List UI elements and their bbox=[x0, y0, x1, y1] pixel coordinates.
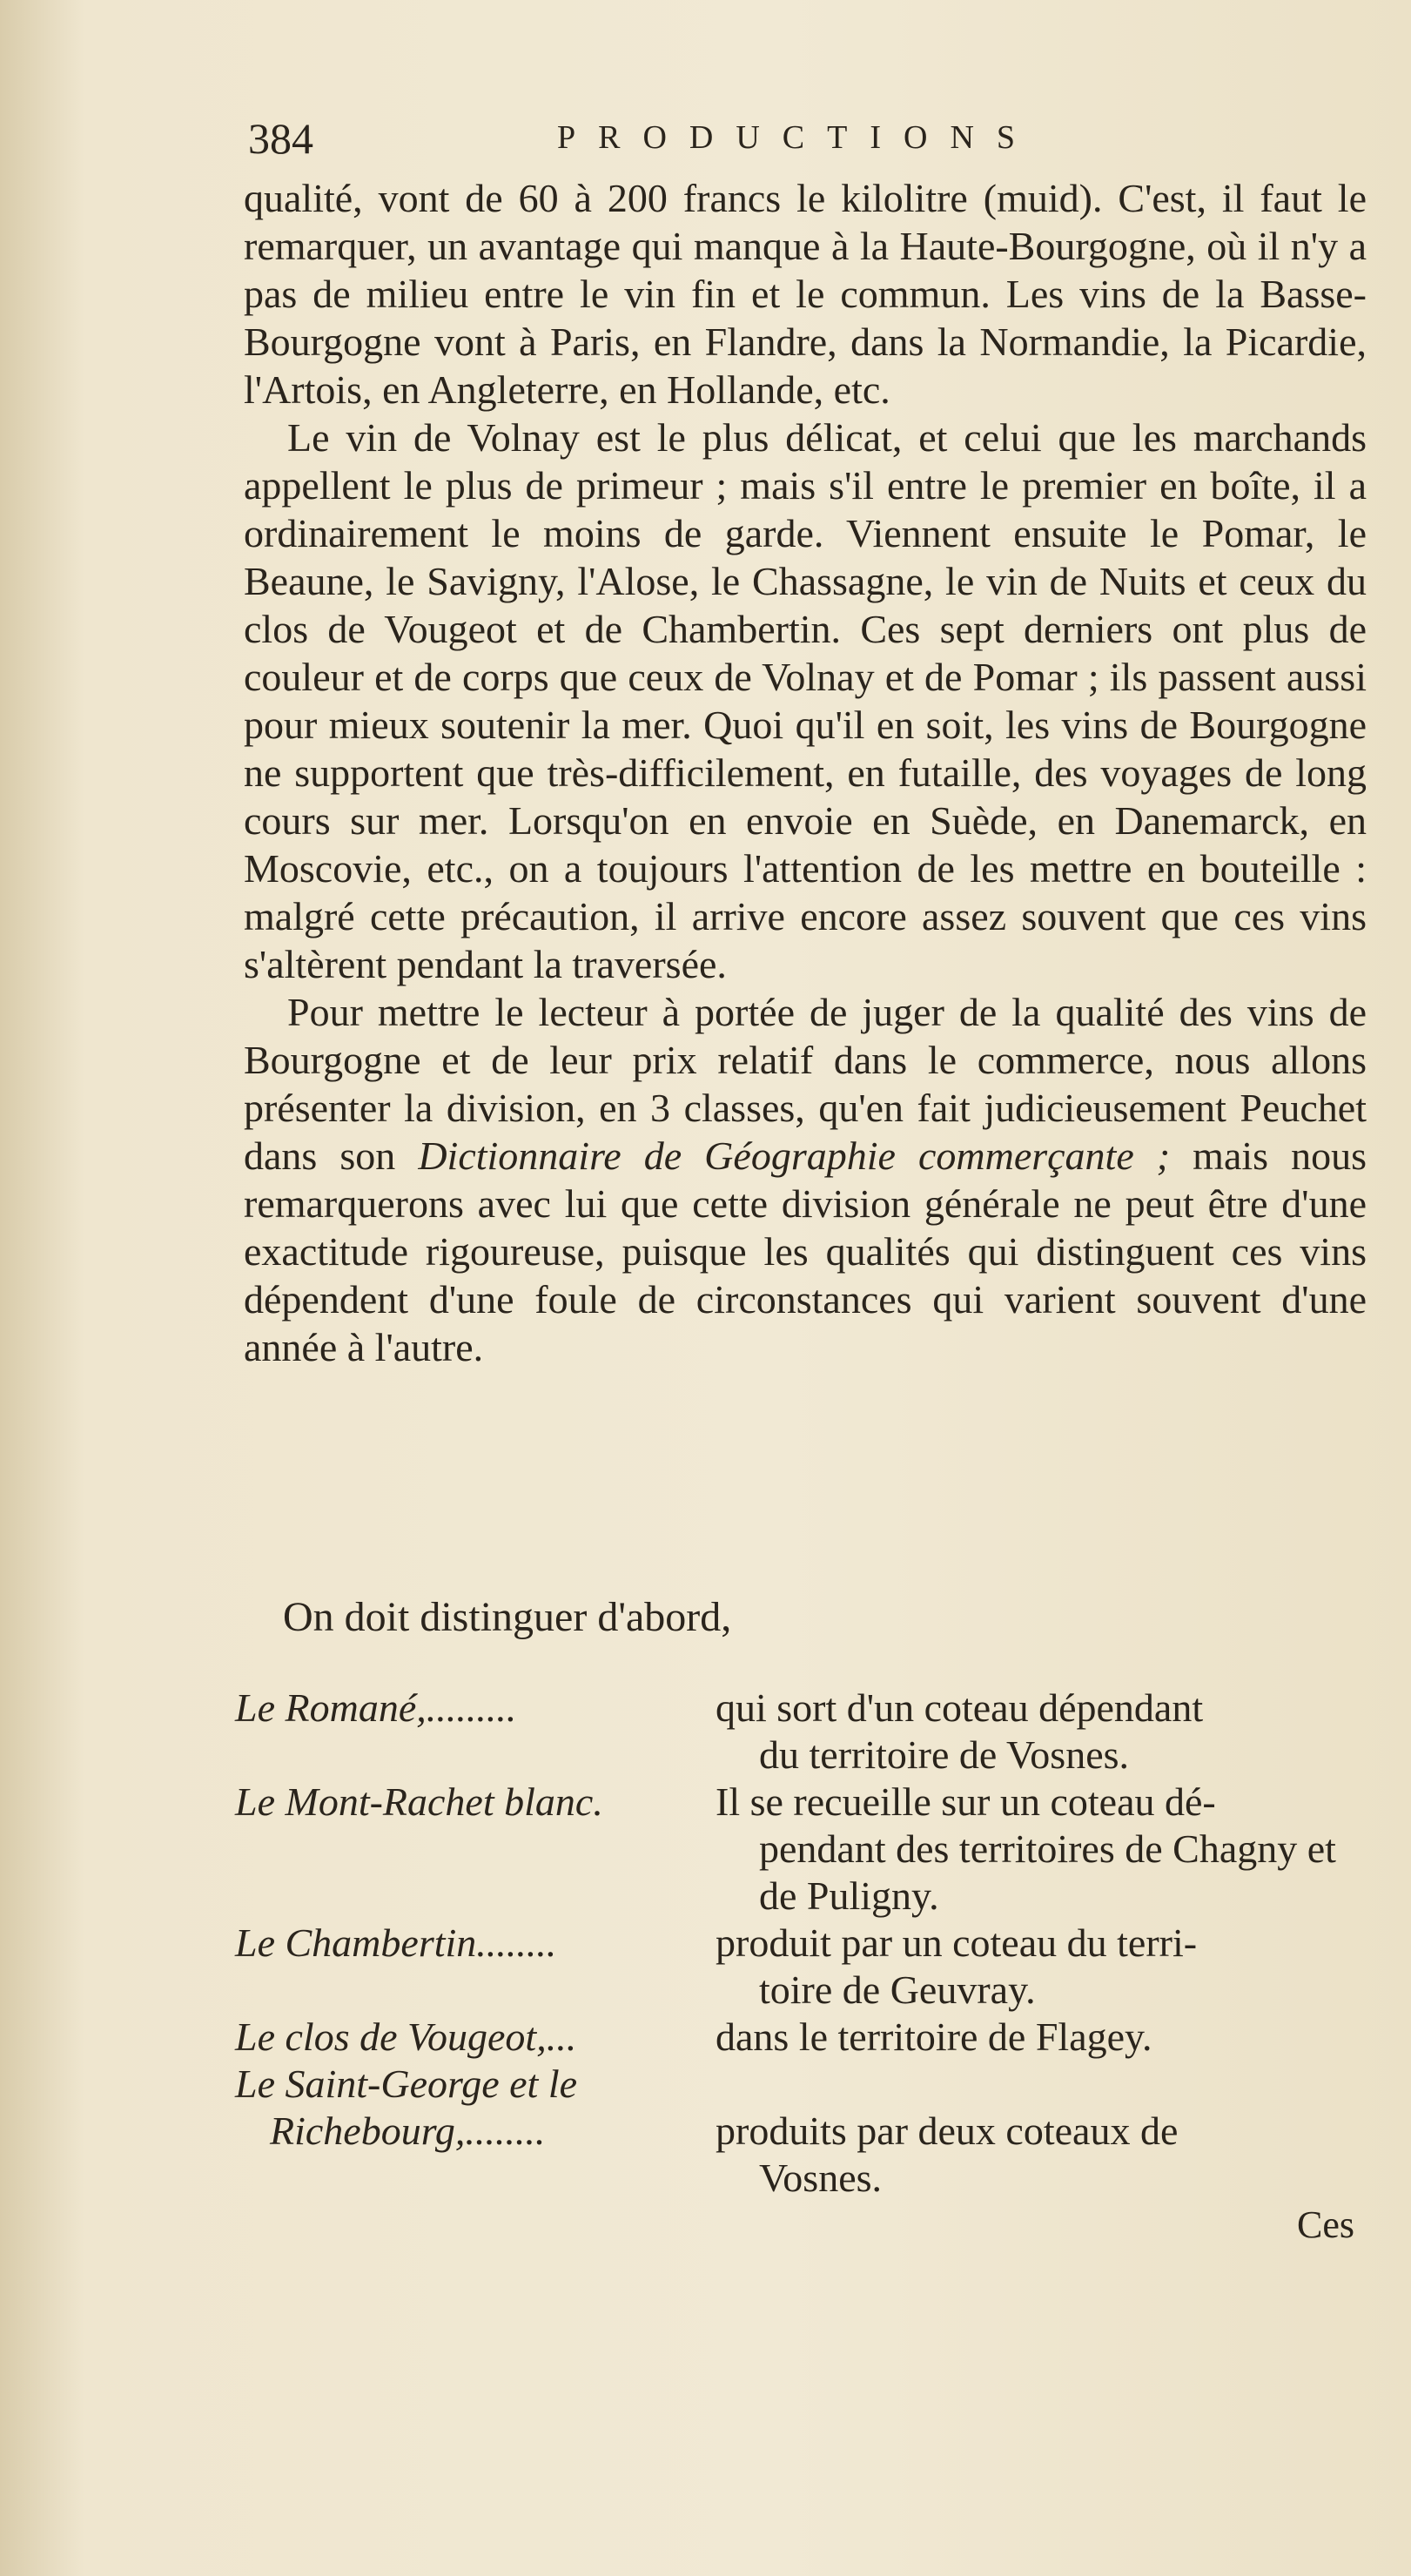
wine-description-line: produits par deux coteaux de bbox=[716, 2109, 1179, 2153]
running-head: PRODUCTIONS bbox=[557, 119, 1038, 156]
wine-name bbox=[235, 2061, 716, 2202]
wine-entry bbox=[235, 2014, 1367, 2061]
wine-list bbox=[235, 1685, 1367, 2202]
wine-description-continued: Vosnes. bbox=[759, 2156, 883, 2200]
paragraph-2: Le vin de Volnay est le plus délicat, et celui que les marchands appellent le plus de primeur ; mais s'il entre le premier en boîte, il a ordinairement le moins de garde. Viennent ensuite le Pomar, le Beaune, le Savigny, l'Alose, le Chassagne, le vin de Nuits et ceux du clos de Vougeot et de Chambertin. Ces sept derniers ont plus de couleur et de corps que ceux de Volnay et de Pomar ; ils passent aussi pour mieux soutenir la mer. Quoi qu'il en soit, les vins de Bourgogne ne supportent que très-difficilement, en futaille, des voyages de long cours sur mer. Lorsqu'on en envoie en Suède, en Danemarck, en Moscovie, etc., on a toujours l'attention de les mettre en bouteille : malgré cette précaution, il arrive encore assez souvent que ces vins s'altèrent pendant la traversée. bbox=[244, 415, 1367, 986]
wine-name: Le Romané,......... bbox=[235, 1685, 517, 1730]
wine-name: Le clos de Vougeot,... bbox=[235, 2014, 577, 2059]
wine-name-line: Le Saint-George et le bbox=[235, 2061, 578, 2106]
wine-entry bbox=[235, 2061, 1367, 2202]
paragraph-3-after: mais nous remarquerons avec lui que cette division générale ne peut être d'une exactitude rigoureuse, puisque les qualités qui distinguent ces vins dépendent d'une foule de circonstances qui varient souvent d'une année à l'autre. bbox=[244, 1133, 1367, 1369]
wine-description bbox=[716, 1779, 1367, 1920]
page-header bbox=[248, 113, 1371, 165]
wine-description bbox=[716, 1685, 1367, 1779]
wine-description-continued: pendant des territoires de Chagny et de Puligny. bbox=[759, 1826, 1336, 1918]
body-text bbox=[244, 174, 1367, 1371]
wine-entry bbox=[235, 1779, 1367, 1920]
catchword: Ces bbox=[1297, 2203, 1354, 2246]
wine-name-line: Richebourg,........ bbox=[270, 2109, 546, 2153]
wine-description-line: qui sort d'un coteau dépendant bbox=[716, 1685, 1204, 1730]
wine-entry bbox=[235, 1920, 1367, 2014]
paragraph-3-before: Pour mettre le lecteur à portée de juger de la qualité des vins de Bourgogne et de leur prix relatif dans le commerce, nous allons présenter la division, en 3 classes, qu'en fait judicieusement Peuchet dans son bbox=[244, 990, 1367, 1178]
wine-description-line: Il se recueille sur un coteau dé- bbox=[716, 1779, 1216, 1824]
wine-description bbox=[716, 2014, 1367, 2061]
wine-description-continued: du territoire de Vosnes. bbox=[759, 1732, 1130, 1777]
wine-description-continued: toire de Geuvray. bbox=[759, 1967, 1036, 2012]
wine-description bbox=[716, 1920, 1367, 2014]
wine-name: Le Mont-Rachet blanc. bbox=[235, 1779, 603, 1824]
wine-entry bbox=[235, 1685, 1367, 1779]
dictionary-title: Dictionnaire de Géographie commerçante ; bbox=[418, 1133, 1171, 1178]
paragraph-1: qualité, vont de 60 à 200 francs le kilolitre (muid). C'est, il faut le remarquer, un avantage qui manque à la Haute-Bourgogne, où il n'y a pas de milieu entre le vin fin et le commun. Les vins de la Basse-Bourgogne vont à Paris, en Flandre, dans la Normandie, la Picardie, l'Artois, en Angleterre, en Hollande, etc. bbox=[244, 176, 1367, 412]
wine-name: Le Chambertin........ bbox=[235, 1920, 557, 1965]
paragraph-3 bbox=[244, 988, 1367, 1371]
intro-line: On doit distinguer d'abord, bbox=[283, 1594, 732, 1640]
page-number: 384 bbox=[248, 114, 313, 163]
wine-description-line: produit par un coteau du terri- bbox=[716, 1920, 1198, 1965]
wine-description bbox=[716, 2061, 1367, 2202]
wine-description-line: dans le territoire de Flagey. bbox=[716, 2014, 1152, 2059]
